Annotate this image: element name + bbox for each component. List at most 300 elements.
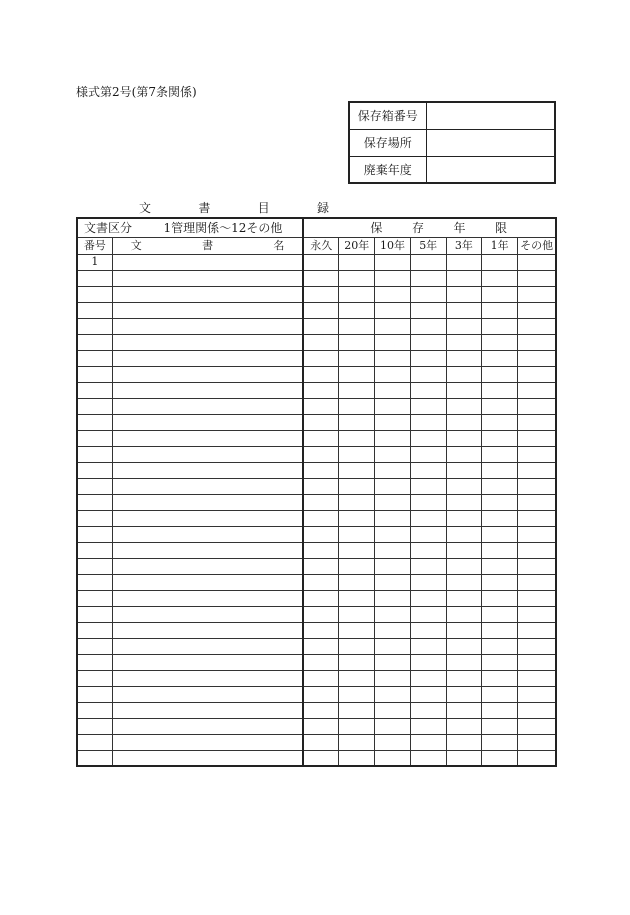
retention-5y-cell[interactable] <box>410 510 446 526</box>
retention-1y-cell[interactable] <box>482 414 518 430</box>
retention-3y-cell[interactable] <box>446 286 481 302</box>
row-number-cell <box>77 318 112 334</box>
retention-20y-cell[interactable] <box>339 526 375 542</box>
retention-5y-cell[interactable] <box>410 590 446 606</box>
table-row <box>77 686 556 702</box>
retention-10y-cell[interactable] <box>375 622 410 638</box>
retention-5y-cell[interactable] <box>410 606 446 622</box>
retention-1y-cell[interactable] <box>482 718 518 734</box>
retention-1y-cell[interactable] <box>482 510 518 526</box>
storage-location-field[interactable] <box>426 129 555 156</box>
retention-other-cell[interactable] <box>518 286 556 302</box>
retention-5y-cell[interactable] <box>410 446 446 462</box>
row-number-cell <box>77 654 112 670</box>
retention-permanent-cell[interactable] <box>303 270 338 286</box>
retention-3y-cell[interactable] <box>446 446 481 462</box>
retention-permanent-cell[interactable] <box>303 414 338 430</box>
row-number-cell <box>77 510 112 526</box>
retention-1y-cell[interactable] <box>482 350 518 366</box>
retention-3y-cell[interactable] <box>446 670 481 686</box>
retention-20y-cell[interactable] <box>339 670 375 686</box>
retention-20y-cell[interactable] <box>339 574 375 590</box>
document-name-cell[interactable] <box>112 718 303 734</box>
retention-other-cell[interactable] <box>518 734 556 750</box>
retention-20y-cell[interactable] <box>339 590 375 606</box>
name-header-char: 文 <box>130 238 142 252</box>
retention-3y-cell[interactable] <box>446 254 481 270</box>
retention-1y-cell[interactable] <box>482 654 518 670</box>
retention-permanent-cell[interactable] <box>303 574 338 590</box>
retention-10y-cell[interactable] <box>375 702 410 718</box>
document-name-cell[interactable] <box>112 702 303 718</box>
table-row <box>77 270 556 286</box>
retention-20y-cell[interactable] <box>339 638 375 654</box>
retention-20y-cell[interactable] <box>339 286 375 302</box>
retention-20y-cell[interactable] <box>339 430 375 446</box>
row-number-cell <box>77 542 112 558</box>
row-number-cell <box>77 558 112 574</box>
retention-5y-cell[interactable] <box>410 494 446 510</box>
document-name-cell[interactable] <box>112 638 303 654</box>
row-number-cell <box>77 334 112 350</box>
retention-3y-cell[interactable] <box>446 622 481 638</box>
retention-3y-cell[interactable] <box>446 558 481 574</box>
retention-20y-cell[interactable] <box>339 446 375 462</box>
retention-1y-cell[interactable] <box>482 622 518 638</box>
name-header-char: 名 <box>273 238 285 252</box>
retention-10y-cell[interactable] <box>375 526 410 542</box>
retention-1y-cell[interactable] <box>482 334 518 350</box>
retention-permanent-cell[interactable] <box>303 510 338 526</box>
retention-1y-cell[interactable] <box>482 734 518 750</box>
retention-other-cell[interactable] <box>518 382 556 398</box>
retention-permanent-cell[interactable] <box>303 734 338 750</box>
retention-10y-cell[interactable] <box>375 302 410 318</box>
document-name-cell[interactable] <box>112 542 303 558</box>
retention-permanent-cell[interactable] <box>303 446 338 462</box>
retention-10y-cell[interactable] <box>375 558 410 574</box>
retention-10y-cell[interactable] <box>375 734 410 750</box>
retention-20y-cell[interactable] <box>339 654 375 670</box>
retention-3y-cell[interactable] <box>446 638 481 654</box>
retention-permanent-cell[interactable] <box>303 302 338 318</box>
retention-permanent-cell[interactable] <box>303 702 338 718</box>
retention-char: 年 <box>453 220 466 235</box>
retention-3y-cell[interactable] <box>446 718 481 734</box>
retention-3y-cell[interactable] <box>446 334 481 350</box>
retention-permanent-cell[interactable] <box>303 654 338 670</box>
retention-1y-cell[interactable] <box>482 606 518 622</box>
retention-20y-cell[interactable] <box>339 254 375 270</box>
table-row <box>77 254 556 270</box>
retention-3y-cell[interactable] <box>446 462 481 478</box>
retention-1y-cell[interactable] <box>482 254 518 270</box>
retention-10y-cell[interactable] <box>375 446 410 462</box>
retention-3y-cell[interactable] <box>446 350 481 366</box>
retention-10y-cell[interactable] <box>375 574 410 590</box>
retention-other-cell[interactable] <box>518 398 556 414</box>
document-name-cell[interactable] <box>112 430 303 446</box>
retention-permanent-cell[interactable] <box>303 558 338 574</box>
retention-1y-cell[interactable] <box>482 750 518 766</box>
retention-10y-cell[interactable] <box>375 670 410 686</box>
retention-3y-cell[interactable] <box>446 590 481 606</box>
retention-3y-cell[interactable] <box>446 606 481 622</box>
retention-20y-cell[interactable] <box>339 718 375 734</box>
header-row-columns <box>77 237 556 254</box>
document-name-cell[interactable] <box>112 622 303 638</box>
table-row <box>77 334 556 350</box>
document-name-cell[interactable] <box>112 654 303 670</box>
retention-permanent-cell[interactable] <box>303 638 338 654</box>
retention-other-cell[interactable] <box>518 718 556 734</box>
disposal-year-field[interactable] <box>426 156 555 183</box>
retention-permanent-cell[interactable] <box>303 254 338 270</box>
row-number-cell <box>77 398 112 414</box>
retention-20y-cell[interactable] <box>339 478 375 494</box>
retention-5y-cell[interactable] <box>410 302 446 318</box>
retention-5y-cell[interactable] <box>410 622 446 638</box>
row-number-cell <box>77 670 112 686</box>
retention-other-cell[interactable] <box>518 558 556 574</box>
retention-5y-cell[interactable] <box>410 734 446 750</box>
retention-other-cell[interactable] <box>518 254 556 270</box>
retention-other-cell[interactable] <box>518 510 556 526</box>
table-row <box>77 654 556 670</box>
retention-permanent-cell[interactable] <box>303 478 338 494</box>
retention-permanent-cell[interactable] <box>303 334 338 350</box>
retention-20y-cell[interactable] <box>339 622 375 638</box>
retention-10y-cell[interactable] <box>375 366 410 382</box>
document-name-cell[interactable] <box>112 318 303 334</box>
retention-10y-cell[interactable] <box>375 750 410 766</box>
retention-5y-cell[interactable] <box>410 398 446 414</box>
retention-20y-cell[interactable] <box>339 302 375 318</box>
retention-1y-cell[interactable] <box>482 286 518 302</box>
retention-5y-cell[interactable] <box>410 750 446 766</box>
retention-other-cell[interactable] <box>518 686 556 702</box>
box-number-field[interactable] <box>426 102 555 129</box>
retention-permanent-cell[interactable] <box>303 318 338 334</box>
retention-20y-cell[interactable] <box>339 558 375 574</box>
retention-5y-cell[interactable] <box>410 382 446 398</box>
retention-other-cell[interactable] <box>518 446 556 462</box>
retention-other-cell[interactable] <box>518 270 556 286</box>
retention-10y-header: 10年 <box>375 237 410 254</box>
retention-5y-cell[interactable] <box>410 414 446 430</box>
retention-permanent-cell[interactable] <box>303 526 338 542</box>
document-name-cell[interactable] <box>112 590 303 606</box>
retention-5y-cell[interactable] <box>410 350 446 366</box>
retention-permanent-cell[interactable] <box>303 750 338 766</box>
retention-other-cell[interactable] <box>518 334 556 350</box>
document-name-cell[interactable] <box>112 270 303 286</box>
retention-5y-cell[interactable] <box>410 558 446 574</box>
retention-permanent-cell[interactable] <box>303 590 338 606</box>
retention-3y-cell[interactable] <box>446 366 481 382</box>
retention-other-cell[interactable] <box>518 654 556 670</box>
retention-10y-cell[interactable] <box>375 286 410 302</box>
document-name-cell[interactable] <box>112 398 303 414</box>
retention-other-cell[interactable] <box>518 750 556 766</box>
retention-20y-cell[interactable] <box>339 414 375 430</box>
retention-permanent-cell[interactable] <box>303 398 338 414</box>
retention-3y-cell[interactable] <box>446 430 481 446</box>
retention-other-cell[interactable] <box>518 622 556 638</box>
retention-permanent-cell[interactable] <box>303 606 338 622</box>
retention-20y-cell[interactable] <box>339 462 375 478</box>
retention-other-cell[interactable] <box>518 638 556 654</box>
retention-5y-cell[interactable] <box>410 670 446 686</box>
retention-10y-cell[interactable] <box>375 494 410 510</box>
retention-other-cell[interactable] <box>518 430 556 446</box>
retention-1y-cell[interactable] <box>482 446 518 462</box>
retention-5y-cell[interactable] <box>410 254 446 270</box>
table-row <box>77 638 556 654</box>
retention-10y-cell[interactable] <box>375 414 410 430</box>
title-char: 書 <box>198 201 211 215</box>
document-name-cell[interactable] <box>112 334 303 350</box>
retention-other-cell[interactable] <box>518 350 556 366</box>
retention-20y-cell[interactable] <box>339 366 375 382</box>
retention-5y-cell[interactable] <box>410 462 446 478</box>
table-row <box>77 414 556 430</box>
table-row <box>77 558 556 574</box>
retention-3y-cell[interactable] <box>446 382 481 398</box>
retention-10y-cell[interactable] <box>375 318 410 334</box>
document-name-cell[interactable] <box>112 606 303 622</box>
retention-other-cell[interactable] <box>518 478 556 494</box>
retention-permanent-cell[interactable] <box>303 686 338 702</box>
document-name-cell[interactable] <box>112 462 303 478</box>
retention-10y-cell[interactable] <box>375 430 410 446</box>
document-name-cell[interactable] <box>112 350 303 366</box>
table-row <box>77 350 556 366</box>
retention-permanent-cell[interactable] <box>303 542 338 558</box>
retention-20y-cell[interactable] <box>339 334 375 350</box>
retention-other-cell[interactable] <box>518 574 556 590</box>
retention-1y-cell[interactable] <box>482 702 518 718</box>
retention-1y-cell[interactable] <box>482 462 518 478</box>
retention-permanent-cell[interactable] <box>303 622 338 638</box>
retention-3y-cell[interactable] <box>446 654 481 670</box>
retention-1y-cell[interactable] <box>482 398 518 414</box>
retention-other-cell[interactable] <box>518 702 556 718</box>
retention-3y-cell[interactable] <box>446 318 481 334</box>
document-name-cell[interactable] <box>112 494 303 510</box>
row-number-cell <box>77 606 112 622</box>
retention-permanent-cell[interactable] <box>303 382 338 398</box>
retention-10y-cell[interactable] <box>375 654 410 670</box>
retention-10y-cell[interactable] <box>375 382 410 398</box>
document-name-cell[interactable] <box>112 574 303 590</box>
document-name-cell[interactable] <box>112 446 303 462</box>
retention-10y-cell[interactable] <box>375 638 410 654</box>
document-name-cell[interactable] <box>112 670 303 686</box>
retention-5y-cell[interactable] <box>410 718 446 734</box>
retention-other-cell[interactable] <box>518 302 556 318</box>
retention-3y-cell[interactable] <box>446 302 481 318</box>
table-row <box>77 542 556 558</box>
retention-20y-cell[interactable] <box>339 382 375 398</box>
document-name-cell[interactable] <box>112 478 303 494</box>
document-name-cell[interactable] <box>112 510 303 526</box>
retention-3y-cell[interactable] <box>446 734 481 750</box>
retention-permanent-cell[interactable] <box>303 718 338 734</box>
retention-other-cell[interactable] <box>518 590 556 606</box>
table-row <box>77 318 556 334</box>
retention-20y-cell[interactable] <box>339 318 375 334</box>
retention-1y-cell[interactable] <box>482 430 518 446</box>
retention-10y-cell[interactable] <box>375 542 410 558</box>
retention-5y-cell[interactable] <box>410 702 446 718</box>
row-number-cell <box>77 478 112 494</box>
retention-other-cell[interactable] <box>518 318 556 334</box>
retention-5y-cell[interactable] <box>410 686 446 702</box>
retention-other-cell[interactable] <box>518 526 556 542</box>
header-row-category <box>77 218 556 237</box>
retention-1y-cell[interactable] <box>482 526 518 542</box>
retention-10y-cell[interactable] <box>375 462 410 478</box>
retention-3y-cell[interactable] <box>446 510 481 526</box>
number-header: 番号 <box>77 237 112 254</box>
retention-other-cell[interactable] <box>518 670 556 686</box>
retention-5y-cell[interactable] <box>410 318 446 334</box>
retention-permanent-cell[interactable] <box>303 494 338 510</box>
retention-permanent-cell[interactable] <box>303 670 338 686</box>
document-name-cell[interactable] <box>112 526 303 542</box>
retention-permanent-cell[interactable] <box>303 430 338 446</box>
table-row <box>77 510 556 526</box>
retention-1y-cell[interactable] <box>482 542 518 558</box>
document-name-cell[interactable] <box>112 750 303 766</box>
retention-10y-cell[interactable] <box>375 350 410 366</box>
document-name-header <box>112 237 303 254</box>
retention-10y-cell[interactable] <box>375 718 410 734</box>
title-char: 録 <box>316 201 329 215</box>
retention-1y-cell[interactable] <box>482 638 518 654</box>
document-name-cell[interactable] <box>112 366 303 382</box>
retention-5y-cell[interactable] <box>410 430 446 446</box>
retention-3y-cell[interactable] <box>446 414 481 430</box>
retention-5y-cell[interactable] <box>410 542 446 558</box>
table-row <box>77 526 556 542</box>
row-number-cell <box>77 350 112 366</box>
retention-10y-cell[interactable] <box>375 254 410 270</box>
document-name-cell[interactable] <box>112 254 303 270</box>
row-number-cell <box>77 574 112 590</box>
retention-other-cell[interactable] <box>518 606 556 622</box>
retention-20y-cell[interactable] <box>339 686 375 702</box>
retention-1y-cell[interactable] <box>482 382 518 398</box>
retention-10y-cell[interactable] <box>375 510 410 526</box>
retention-3y-cell[interactable] <box>446 702 481 718</box>
retention-permanent-cell[interactable] <box>303 286 338 302</box>
retention-10y-cell[interactable] <box>375 270 410 286</box>
retention-5y-cell[interactable] <box>410 366 446 382</box>
retention-1y-cell[interactable] <box>482 318 518 334</box>
retention-permanent-cell[interactable] <box>303 366 338 382</box>
retention-1y-cell[interactable] <box>482 366 518 382</box>
document-name-cell[interactable] <box>112 302 303 318</box>
retention-10y-cell[interactable] <box>375 334 410 350</box>
retention-10y-cell[interactable] <box>375 478 410 494</box>
retention-other-cell[interactable] <box>518 462 556 478</box>
table-row <box>77 718 556 734</box>
retention-other-cell[interactable] <box>518 366 556 382</box>
table-row <box>77 574 556 590</box>
retention-other-cell[interactable] <box>518 414 556 430</box>
retention-5y-cell[interactable] <box>410 654 446 670</box>
retention-5y-cell[interactable] <box>410 638 446 654</box>
retention-10y-cell[interactable] <box>375 606 410 622</box>
retention-5y-cell[interactable] <box>410 478 446 494</box>
document-name-cell[interactable] <box>112 558 303 574</box>
retention-3y-cell[interactable] <box>446 686 481 702</box>
retention-10y-cell[interactable] <box>375 686 410 702</box>
document-name-cell[interactable] <box>112 686 303 702</box>
retention-1y-cell[interactable] <box>482 590 518 606</box>
retention-20y-cell[interactable] <box>339 702 375 718</box>
table-row <box>77 670 556 686</box>
retention-1y-cell[interactable] <box>482 574 518 590</box>
retention-10y-cell[interactable] <box>375 398 410 414</box>
retention-1y-cell[interactable] <box>482 558 518 574</box>
retention-3y-cell[interactable] <box>446 526 481 542</box>
retention-5y-cell[interactable] <box>410 574 446 590</box>
retention-10y-cell[interactable] <box>375 590 410 606</box>
retention-1y-cell[interactable] <box>482 478 518 494</box>
retention-20y-cell[interactable] <box>339 542 375 558</box>
retention-1y-cell[interactable] <box>482 302 518 318</box>
retention-20y-cell[interactable] <box>339 494 375 510</box>
retention-3y-cell[interactable] <box>446 750 481 766</box>
document-name-cell[interactable] <box>112 286 303 302</box>
retention-other-cell[interactable] <box>518 542 556 558</box>
document-name-cell[interactable] <box>112 414 303 430</box>
retention-5y-cell[interactable] <box>410 334 446 350</box>
retention-5y-cell[interactable] <box>410 270 446 286</box>
retention-3y-cell[interactable] <box>446 494 481 510</box>
retention-other-cell[interactable] <box>518 494 556 510</box>
retention-20y-cell[interactable] <box>339 734 375 750</box>
retention-3y-cell[interactable] <box>446 574 481 590</box>
retention-1y-cell[interactable] <box>482 670 518 686</box>
retention-1y-cell[interactable] <box>482 494 518 510</box>
retention-20y-cell[interactable] <box>339 398 375 414</box>
retention-20y-cell[interactable] <box>339 350 375 366</box>
retention-5y-cell[interactable] <box>410 526 446 542</box>
retention-20y-cell[interactable] <box>339 270 375 286</box>
table-row <box>77 702 556 718</box>
retention-20y-cell[interactable] <box>339 750 375 766</box>
storage-info-table <box>348 101 556 184</box>
retention-20y-cell[interactable] <box>339 606 375 622</box>
retention-permanent-cell[interactable] <box>303 462 338 478</box>
retention-20y-cell[interactable] <box>339 510 375 526</box>
retention-3y-cell[interactable] <box>446 398 481 414</box>
document-name-cell[interactable] <box>112 734 303 750</box>
document-name-cell[interactable] <box>112 382 303 398</box>
retention-3y-cell[interactable] <box>446 478 481 494</box>
retention-1y-cell[interactable] <box>482 270 518 286</box>
retention-3y-cell[interactable] <box>446 542 481 558</box>
retention-permanent-cell[interactable] <box>303 350 338 366</box>
row-number-cell: 1 <box>77 254 112 270</box>
retention-3y-cell[interactable] <box>446 270 481 286</box>
retention-1y-cell[interactable] <box>482 686 518 702</box>
retention-5y-cell[interactable] <box>410 286 446 302</box>
